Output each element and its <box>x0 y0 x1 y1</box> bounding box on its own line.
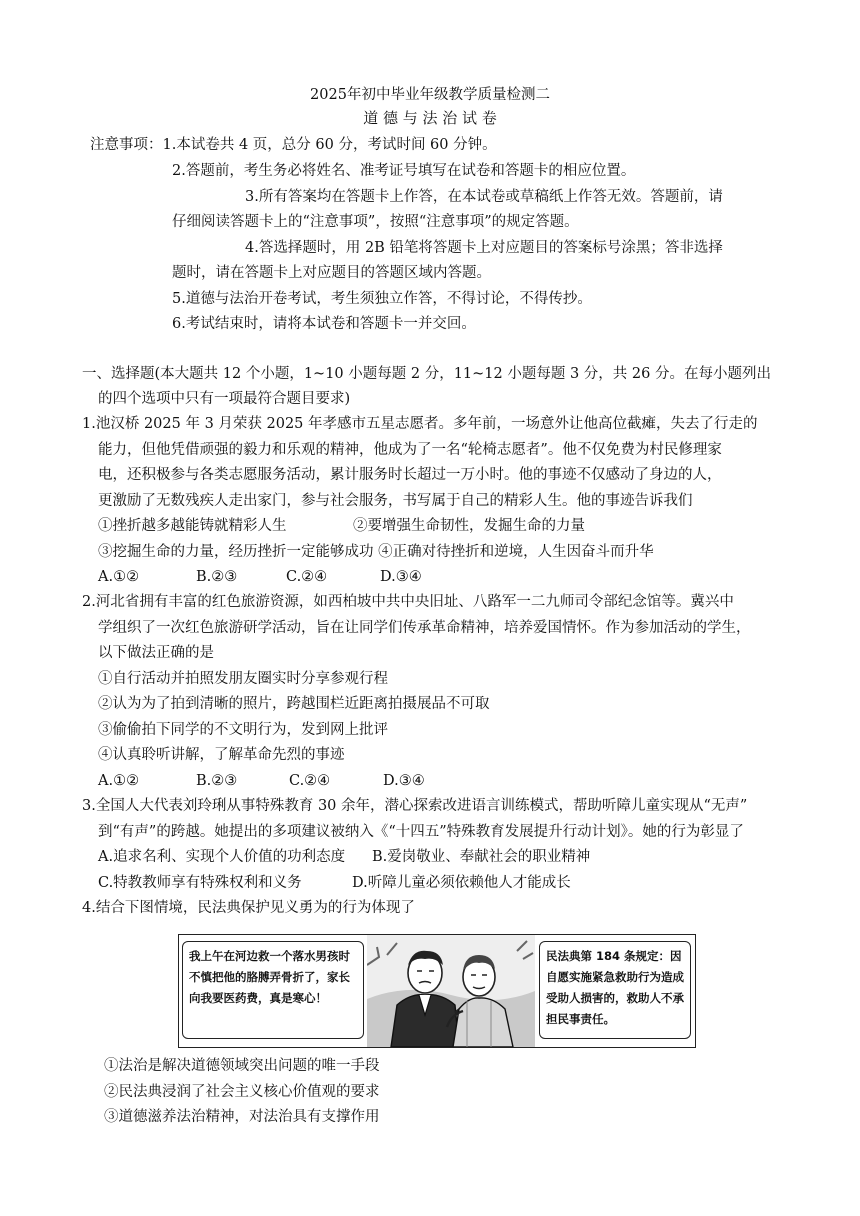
question-2-stem: 以下做法正确的是 <box>98 645 214 661</box>
question-1-stem: 1.池汉桥 2025 年 3 月荣获 2025 年孝感市五星志愿者。多年前，一场意外让他高位截瘫，失去了行走的 <box>82 416 758 432</box>
question-3-option-b: B.爱岗敬业、奉献社会的职业精神 <box>372 849 591 865</box>
notice-line: 5.道德与法治开卷考试，考生须独立作答，不得讨论，不得传抄。 <box>172 291 592 307</box>
notice-line: 题时，请在答题卡上对应题目的答题区域内答题。 <box>172 265 491 281</box>
notice-line: 3.所有答案均在答题卡上作答，在本试卷或草稿纸上作答无效。答题前，请 <box>245 189 723 205</box>
question-2-option-c: C.②④ <box>289 773 331 789</box>
speech-bubble-left: 我上午在河边救一个落水男孩时不慎把他的胳膊弄骨折了，家长向我要医药费，真是寒心！ <box>182 941 364 1039</box>
question-3-option-a: A.追求名利、实现个人价值的功利态度 <box>98 849 346 865</box>
cartoon-illustration <box>178 934 696 1048</box>
question-4-stem: 4.结合下图情境，民法典保护见义勇为的行为体现了 <box>82 900 415 916</box>
question-3-stem: 到“有声”的跨越。她提出的多项建议被纳入《“十四五”特殊教育发展提升行动计划》。她的行为彰显了 <box>98 824 744 840</box>
question-1-statement: ②要增强生命韧性，发掘生命的力量 <box>353 518 585 534</box>
notice-line: 6.考试结束时，请将本试卷和答题卡一并交回。 <box>172 316 476 332</box>
notice-line: 4.答选择题时，用 2B 铅笔将答题卡上对应题目的答案标号涂黑；答非选择 <box>245 240 723 256</box>
speech-bubble-right: 民法典第 184 条规定：因自愿实施紧急救助行为造成受助人损害的，救助人不承担民事责任。 <box>539 941 691 1039</box>
question-2-option-a: A.①② <box>98 773 140 789</box>
question-1-option-a: A.①② <box>98 569 140 585</box>
exam-subject: 道 德 与 法 治 试 卷 <box>363 109 497 127</box>
question-4-statement: ③道德滋养法治精神，对法治具有支撑作用 <box>104 1109 380 1125</box>
question-3-option-c: C.特教教师享有特殊权利和义务 <box>98 875 302 891</box>
question-2-stem: 学组织了一次红色旅游研学活动，旨在让同学们传承革命精神，培养爱国情怀。作为参加活动的学生， <box>98 620 751 636</box>
section-heading: 的四个选项中只有一项最符合题目要求) <box>98 391 351 407</box>
question-1-option-d: D.③④ <box>380 569 422 585</box>
question-2-statement: ③偷偷拍下同学的不文明行为，发到网上批评 <box>98 722 388 738</box>
question-2-statement: ①自行活动并拍照发朋友圈实时分享参观行程 <box>98 671 388 687</box>
exam-title: 2025年初中毕业年级教学质量检测二 <box>310 87 550 103</box>
question-1-option-c: C.②④ <box>286 569 328 585</box>
notice-line: 2.答题前，考生务必将姓名、准考证号填写在试卷和答题卡的相应位置。 <box>172 163 636 179</box>
question-1-stem: 更激励了无数残疾人走出家门，参与社会服务，书写属于自己的精彩人生。他的事迹告诉我们 <box>98 493 693 509</box>
question-4-statement: ②民法典浸润了社会主义核心价值观的要求 <box>104 1084 380 1100</box>
question-3-option-d: D.听障儿童必须依赖他人才能成长 <box>352 875 571 891</box>
notice-line: 仔细阅读答题卡上的“注意事项”，按照“注意事项”的规定答题。 <box>172 214 579 230</box>
question-2-statement: ④认真聆听讲解，了解革命先烈的事迹 <box>98 747 345 763</box>
question-2-option-d: D.③④ <box>383 773 425 789</box>
two-men-illustration <box>367 935 535 1047</box>
question-1-stem: 能力，但他凭借顽强的毅力和乐观的精神，他成为了一名“轮椅志愿者”。他不仅免费为村民修理家 <box>98 442 722 458</box>
question-1-statement: ③挖掘生命的力量，经历挫折一定能够成功 ④正确对待挫折和逆境，人生因奋斗而升华 <box>98 544 654 560</box>
question-2-statement: ②认为为了拍到清晰的照片，跨越围栏近距离拍摄展品不可取 <box>98 696 490 712</box>
question-3-stem: 3.全国人大代表刘玲琍从事特殊教育 30 余年，潜心探索改进语言训练模式，帮助听障儿童实现从“无声” <box>82 798 748 814</box>
question-4-statement: ①法治是解决道德领域突出问题的唯一手段 <box>104 1058 380 1074</box>
notice-line: 注意事项：1.本试卷共 4 页，总分 60 分，考试时间 60 分钟。 <box>90 137 497 153</box>
question-1-stem: 电，还积极参与各类志愿服务活动，累计服务时长超过一万小时。他的事迹不仅感动了身边的人， <box>98 467 722 483</box>
question-1-statement: ①挫折越多越能铸就精彩人生 <box>98 518 287 534</box>
question-2-stem: 2.河北省拥有丰富的红色旅游资源，如西柏坡中共中央旧址、八路军一二九师司令部纪念馆等。冀兴中 <box>82 594 734 610</box>
question-2-option-b: B.②③ <box>196 773 238 789</box>
question-1-option-b: B.②③ <box>196 569 238 585</box>
section-heading: 一、选择题(本大题共 12 个小题，1~10 小题每题 2 分，11~12 小题每题 3 分，共 26 分。在每小题列出 <box>82 366 771 382</box>
